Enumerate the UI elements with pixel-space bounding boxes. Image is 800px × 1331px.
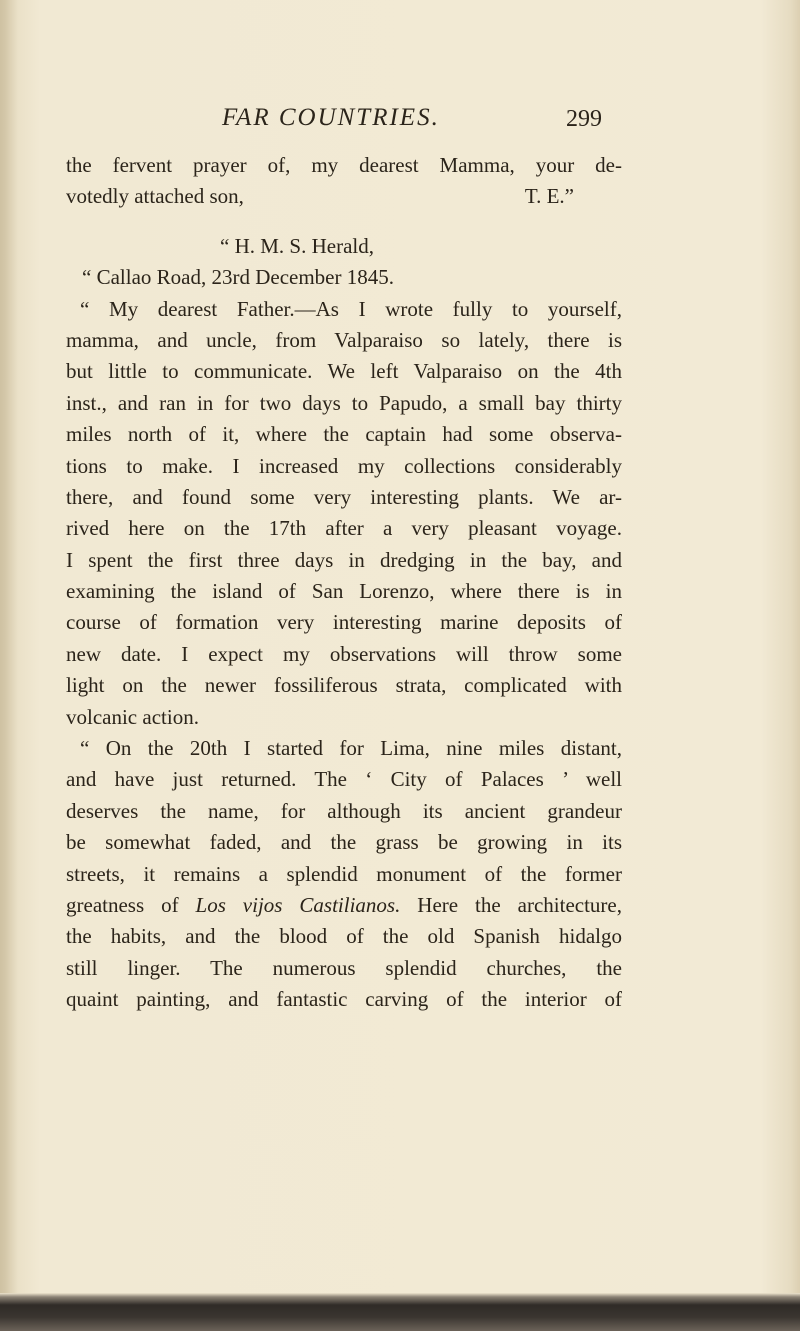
text-span: Here the architecture, bbox=[400, 892, 622, 917]
text-line: volcanic action. bbox=[66, 704, 199, 729]
text-span: greatness of bbox=[66, 892, 196, 917]
letter-signature: T. E.” bbox=[524, 184, 574, 209]
text-line: still linger. The numerous splendid churches, the bbox=[66, 955, 622, 980]
text-line: rived here on the 17th after a very pleasant voyage. bbox=[66, 516, 622, 541]
text-line: mamma, and uncle, from Valparaiso so lately, there is bbox=[66, 327, 622, 352]
closing-text: votedly attached son, bbox=[66, 184, 244, 209]
letter-heading-ship: “ H. M. S. Herald, bbox=[220, 233, 374, 258]
text-line: light on the newer fossiliferous strata, complicated with bbox=[66, 673, 622, 698]
text-line: “ On the 20th I started for Lima, nine miles distant, bbox=[80, 736, 622, 761]
page-bottom-edge bbox=[0, 1293, 800, 1331]
body-text bbox=[66, 150, 622, 1016]
text-line: but little to communicate. We left Valparaiso on the 4th bbox=[66, 359, 622, 384]
text-line: quaint painting, and fantastic carving of the interior of bbox=[66, 987, 622, 1012]
text-line: there, and found some very interesting plants. We ar- bbox=[66, 484, 622, 509]
italic-phrase: Los vijos Castilianos. bbox=[195, 892, 401, 917]
letter-place-date: “ Callao Road, 23rd December 1845. bbox=[82, 265, 394, 290]
text-line: the habits, and the blood of the old Spanish hidalgo bbox=[66, 924, 622, 949]
text-line: examining the island of San Lorenzo, where there is in bbox=[66, 579, 622, 604]
letter-heading-place-date bbox=[0, 262, 622, 293]
text-line: the fervent prayer of, my dearest Mamma, your de- bbox=[66, 153, 622, 177]
text-line bbox=[66, 890, 622, 921]
text-line: deserves the name, for although its ancient grandeur bbox=[66, 798, 622, 823]
page-number: 299 bbox=[566, 106, 602, 132]
gutter-shadow bbox=[0, 0, 18, 1293]
text-line: streets, it remains a splendid monument of the former bbox=[66, 861, 622, 886]
text-line: “ My dearest Father.—As I wrote fully to yourself, bbox=[80, 296, 622, 321]
text-line: be somewhat faded, and the grass be growing in its bbox=[66, 830, 622, 855]
text-line bbox=[66, 181, 622, 212]
text-line: tions to make. I increased my collections considerably bbox=[66, 453, 622, 478]
text-line: miles north of it, where the captain had some observa- bbox=[66, 422, 622, 447]
text-line: new date. I expect my observations will throw some bbox=[66, 641, 622, 666]
text-line: course of formation very interesting marine deposits of bbox=[66, 610, 622, 635]
text-line: I spent the first three days in dredging in the bay, and bbox=[66, 547, 622, 572]
text-line: and have just returned. The ‘ City of Palaces ’ well bbox=[66, 767, 622, 792]
running-head bbox=[0, 104, 800, 138]
text-line: inst., and ran in for two days to Papudo, a small bay thirty bbox=[66, 390, 622, 415]
running-head-title: FAR COUNTRIES. bbox=[222, 104, 440, 131]
